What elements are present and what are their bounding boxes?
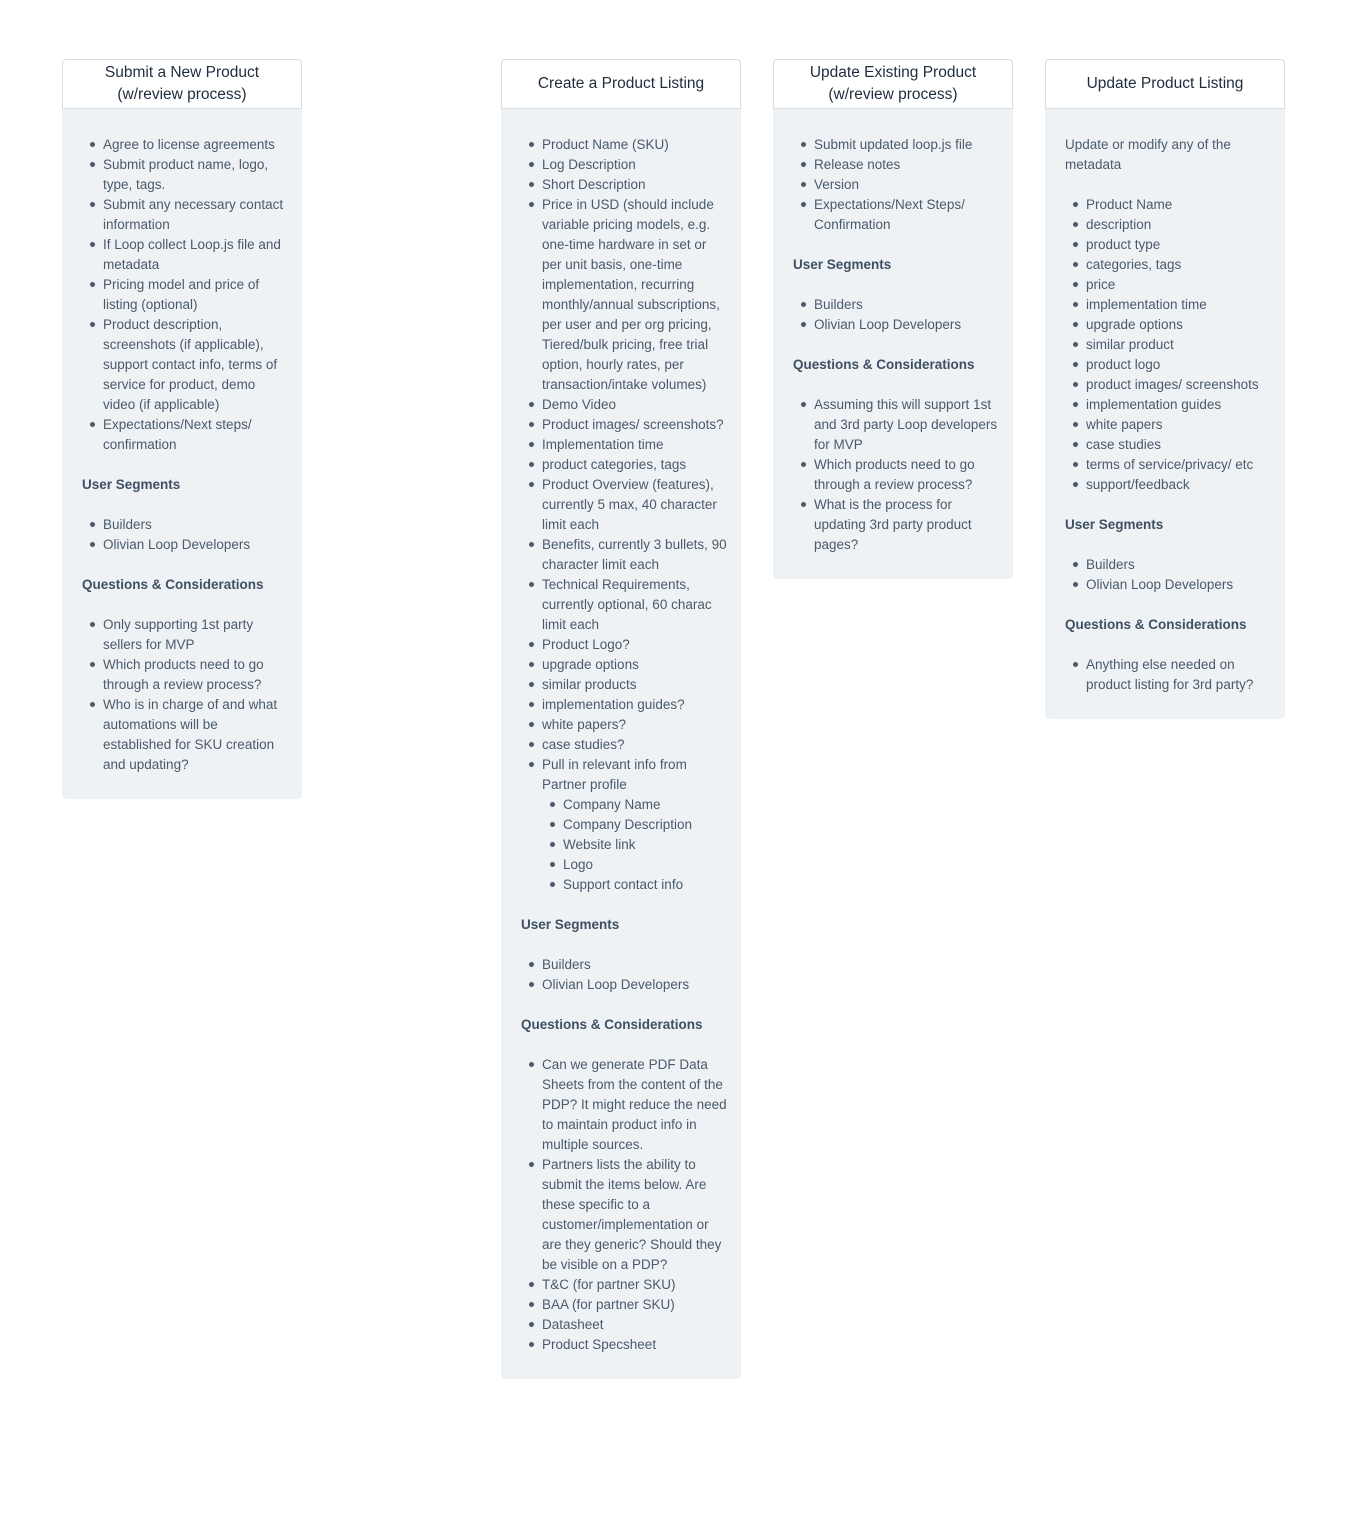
- card-body: [62, 109, 302, 799]
- list-item: Pricing model and price of listing (optional): [82, 275, 288, 315]
- card-body: [501, 109, 741, 1379]
- list-item: Builders: [1065, 555, 1271, 575]
- list-item: Can we generate PDF Data Sheets from the content of the PDP? It might reduce the need to maintain product info in multiple sources.: [521, 1055, 727, 1155]
- list-item: Olivian Loop Developers: [793, 315, 999, 335]
- list-item: similar products: [521, 675, 727, 695]
- list-item: Version: [793, 175, 999, 195]
- list-item: Technical Requirements, currently optional, 60 charac limit each: [521, 575, 727, 635]
- questions-list: [1065, 655, 1271, 695]
- list-item: If Loop collect Loop.js file and metadata: [82, 235, 288, 275]
- questions-list: [521, 1055, 727, 1355]
- requirements-list: [793, 135, 999, 235]
- list-item: T&C (for partner SKU): [521, 1275, 727, 1295]
- list-item: implementation time: [1065, 295, 1271, 315]
- list-item: Which products need to go through a review process?: [793, 455, 999, 495]
- list-item: price: [1065, 275, 1271, 295]
- list-item: Anything else needed on product listing for 3rd party?: [1065, 655, 1271, 695]
- card-title[interactable]: Update Product Listing: [1045, 59, 1285, 109]
- list-item: description: [1065, 215, 1271, 235]
- questions-heading: Questions & Considerations: [521, 1017, 703, 1032]
- list-item: Assuming this will support 1st and 3rd party Loop developers for MVP: [793, 395, 999, 455]
- list-item: Builders: [793, 295, 999, 315]
- list-item: Product description, screenshots (if applicable), support contact info, terms of service for product, demo video (if applicable): [82, 315, 288, 415]
- user-segments-heading: User Segments: [82, 477, 181, 492]
- list-item: Agree to license agreements: [82, 135, 288, 155]
- card-create-product-listing: [501, 59, 741, 1379]
- list-item: Submit any necessary contact information: [82, 195, 288, 235]
- list-item: BAA (for partner SKU): [521, 1295, 727, 1315]
- list-item: Product Name: [1065, 195, 1271, 215]
- list-item: Expectations/Next Steps/ Confirmation: [793, 195, 999, 235]
- user-segments-heading: User Segments: [1065, 517, 1164, 532]
- sub-list-item: Support contact info: [542, 875, 727, 895]
- card-title[interactable]: Submit a New Product (w/review process): [62, 59, 302, 109]
- user-segments-list: [793, 295, 999, 335]
- list-item: Which products need to go through a review process?: [82, 655, 288, 695]
- card-title[interactable]: Create a Product Listing: [501, 59, 741, 109]
- list-item: Olivian Loop Developers: [521, 975, 727, 995]
- list-item: Submit updated loop.js file: [793, 135, 999, 155]
- list-item: Olivian Loop Developers: [1065, 575, 1271, 595]
- list-item: Product Overview (features), currently 5 max, 40 character limit each: [521, 475, 727, 535]
- list-item: Product Name (SKU): [521, 135, 727, 155]
- list-item: implementation guides: [1065, 395, 1271, 415]
- user-segments-heading: User Segments: [793, 257, 892, 272]
- questions-heading: Questions & Considerations: [1065, 617, 1247, 632]
- list-item: Partners lists the ability to submit the items below. Are these specific to a customer/implementation or are they generic? Should they be visible on a PDP?: [521, 1155, 727, 1275]
- list-item: case studies?: [521, 735, 727, 755]
- partner-profile-sublist: [542, 795, 727, 895]
- list-item: Demo Video: [521, 395, 727, 415]
- list-item: Price in USD (should include variable pricing models, e.g. one-time hardware in set or per unit basis, one-time implementation, recurring monthly/annual subscriptions, per user and per org pricing, Tiered/bulk pricing, free trial option, hourly rates, per transaction/intake volumes): [521, 195, 727, 395]
- user-segments-heading: User Segments: [521, 917, 620, 932]
- list-item: Builders: [521, 955, 727, 975]
- sub-list-item: Logo: [542, 855, 727, 875]
- requirements-list: [1065, 195, 1271, 495]
- list-item: What is the process for updating 3rd party product pages?: [793, 495, 999, 555]
- list-item-partner-profile: [521, 755, 727, 895]
- sub-list-item: Company Name: [542, 795, 727, 815]
- list-item: Olivian Loop Developers: [82, 535, 288, 555]
- questions-list: [793, 395, 999, 555]
- list-item: white papers?: [521, 715, 727, 735]
- questions-heading: Questions & Considerations: [793, 357, 975, 372]
- requirements-list: [521, 135, 727, 895]
- card-body: [773, 109, 1013, 579]
- list-item: white papers: [1065, 415, 1271, 435]
- questions-list: [82, 615, 288, 775]
- list-item: case studies: [1065, 435, 1271, 455]
- sub-list-item: Website link: [542, 835, 727, 855]
- card-submit-new-product: [62, 59, 302, 799]
- list-item: support/feedback: [1065, 475, 1271, 495]
- list-item: Expectations/Next steps/ confirmation: [82, 415, 288, 455]
- user-segments-list: [82, 515, 288, 555]
- list-item: Benefits, currently 3 bullets, 90 character limit each: [521, 535, 727, 575]
- list-item: product categories, tags: [521, 455, 727, 475]
- card-update-existing-product: [773, 59, 1013, 579]
- list-item: Product Specsheet: [521, 1335, 727, 1355]
- user-segments-list: [521, 955, 727, 995]
- user-segments-list: [1065, 555, 1271, 595]
- list-item: Datasheet: [521, 1315, 727, 1335]
- list-item: categories, tags: [1065, 255, 1271, 275]
- list-item: upgrade options: [521, 655, 727, 675]
- list-item: product images/ screenshots: [1065, 375, 1271, 395]
- list-item: product type: [1065, 235, 1271, 255]
- list-item: similar product: [1065, 335, 1271, 355]
- list-item: terms of service/privacy/ etc: [1065, 455, 1271, 475]
- card-title[interactable]: Update Existing Product (w/review process): [773, 59, 1013, 109]
- list-item: Builders: [82, 515, 288, 535]
- list-item: upgrade options: [1065, 315, 1271, 335]
- list-item: Submit product name, logo, type, tags.: [82, 155, 288, 195]
- list-item: Short Description: [521, 175, 727, 195]
- questions-heading: Questions & Considerations: [82, 577, 264, 592]
- list-item: product logo: [1065, 355, 1271, 375]
- list-item: Who is in charge of and what automations will be established for SKU creation and updating?: [82, 695, 288, 775]
- list-item: Implementation time: [521, 435, 727, 455]
- list-item: implementation guides?: [521, 695, 727, 715]
- card-update-product-listing: [1045, 59, 1285, 719]
- list-item: Product Logo?: [521, 635, 727, 655]
- sub-list-item: Company Description: [542, 815, 727, 835]
- list-item: Only supporting 1st party sellers for MVP: [82, 615, 288, 655]
- list-item-label: Pull in relevant info from Partner profile: [542, 757, 687, 792]
- requirements-list: [82, 135, 288, 455]
- list-item: Log Description: [521, 155, 727, 175]
- card-intro: Update or modify any of the metadata: [1065, 137, 1231, 172]
- list-item: Release notes: [793, 155, 999, 175]
- card-body: [1045, 109, 1285, 719]
- list-item: Product images/ screenshots?: [521, 415, 727, 435]
